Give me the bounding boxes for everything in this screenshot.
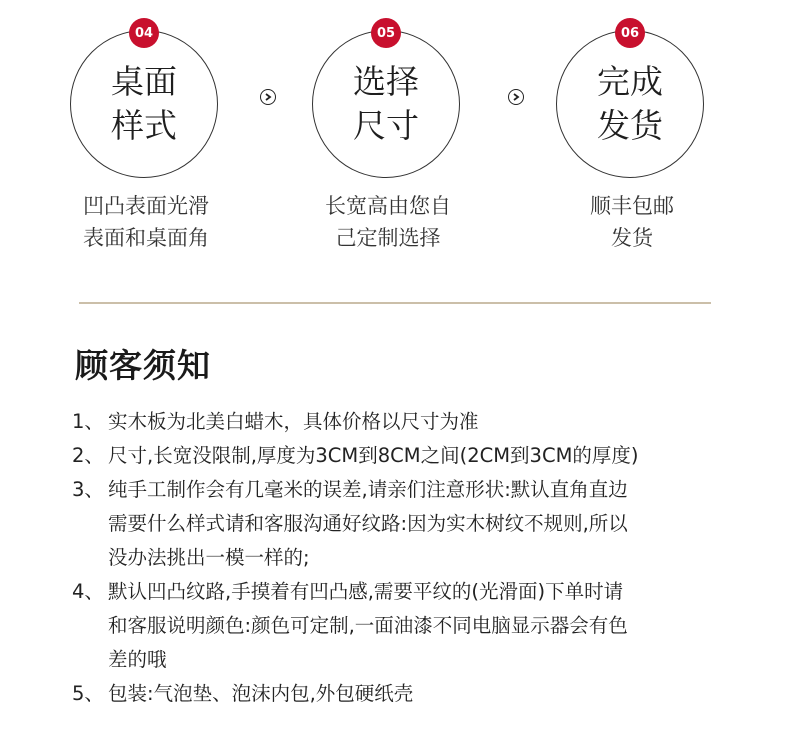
step-desc-line: 发货 bbox=[611, 226, 653, 250]
notice-title: 顾客须知 bbox=[75, 346, 211, 385]
step-title-line: 尺寸 bbox=[353, 106, 419, 145]
step-title-line: 完成 bbox=[597, 62, 663, 101]
section-divider bbox=[79, 302, 711, 304]
notice-item-line: 没办法挑出一模一样的; bbox=[108, 546, 310, 569]
step-description bbox=[512, 190, 752, 254]
step-desc-line: 顺丰包邮 bbox=[590, 194, 674, 218]
notice-item-number: 5、 bbox=[72, 682, 104, 705]
step-desc-line: 长宽高由您自 bbox=[325, 194, 451, 218]
step-circle bbox=[70, 30, 218, 178]
step-description bbox=[268, 190, 508, 254]
notice-item bbox=[72, 439, 722, 473]
notice-item-line: 包装:气泡垫、泡沫内包,外包硬纸壳 bbox=[108, 682, 414, 705]
step-number-badge: 06 bbox=[615, 18, 645, 48]
chevron-right-icon bbox=[508, 89, 524, 105]
notice-item bbox=[72, 575, 722, 677]
notice-item-line: 默认凹凸纹路,手摸着有凹凸感,需要平纹的(光滑面)下单时请 bbox=[108, 580, 624, 603]
step-number-badge: 05 bbox=[371, 18, 401, 48]
step-desc-line: 己定制选择 bbox=[335, 226, 441, 250]
step-desc-line: 凹凸表面光滑 bbox=[83, 194, 209, 218]
chevron-right-icon bbox=[260, 89, 276, 105]
notice-item-line: 和客服说明颜色:颜色可定制,一面油漆不同电脑显示器会有色 bbox=[108, 614, 628, 637]
notice-item-number: 4、 bbox=[72, 580, 104, 603]
notice-item-number: 3、 bbox=[72, 478, 104, 501]
notice-item-number: 2、 bbox=[72, 444, 104, 467]
step-description bbox=[26, 190, 266, 254]
step-title-line: 选择 bbox=[353, 62, 419, 101]
step-title-line: 样式 bbox=[111, 106, 177, 145]
step-title-line: 发货 bbox=[597, 106, 663, 145]
notice-item-line: 需要什么样式请和客服沟通好纹路:因为实木树纹不规则,所以 bbox=[108, 512, 628, 535]
notice-item-line: 纯手工制作会有几毫米的误差,请亲们注意形状:默认直角直边 bbox=[108, 478, 628, 501]
notice-item-line: 差的哦 bbox=[108, 648, 167, 671]
notice-item bbox=[72, 677, 722, 711]
step-number-badge: 04 bbox=[129, 18, 159, 48]
step-title-line: 桌面 bbox=[111, 62, 177, 101]
step-desc-line: 表面和桌面角 bbox=[83, 226, 209, 250]
notice-item-number: 1、 bbox=[72, 410, 104, 433]
step-circle bbox=[312, 30, 460, 178]
notice-item bbox=[72, 405, 722, 439]
notice-list bbox=[72, 405, 722, 711]
notice-item-line: 尺寸,长宽没限制,厚度为3CM到8CM之间(2CM到3CM的厚度) bbox=[108, 444, 639, 467]
notice-item-line: 实木板为北美白蜡木，具体价格以尺寸为准 bbox=[108, 410, 479, 433]
step-circle bbox=[556, 30, 704, 178]
notice-item bbox=[72, 473, 722, 575]
